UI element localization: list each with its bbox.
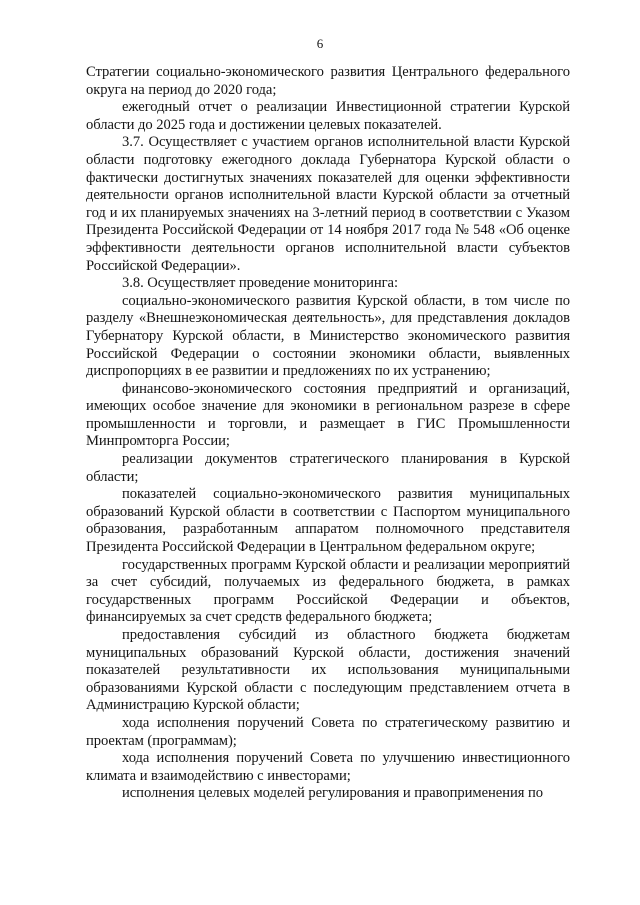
paragraph-3-8: 3.8. Осуществляет проведение мониторинга: [122,275,398,292]
paragraph-target-models: исполнения целевых моделей регулирования и правоприменения по [122,785,544,802]
paragraph-socio-economic: социально-экономического развития Курской области, в том числе по разделу «Внешнеэкономическая деятельность», для представления докладов Губернатору Курской области, в Министерство экономического развития Российской Федерации о состоянии экономики области, выявленных диспропорциях в ее развитии и предложениях по их устранению; [86,292,570,380]
paragraph-state-programs: государственных программ Курской области и реализации мероприятий за счет субсидий, получаемых из федерального бюджета, в рамках государственных программ Российской Федерации и объектов, финансируемых за счет средств федерального бюджета; [86,556,570,626]
paragraph-3-7: 3.7. Осуществляет с участием органов исполнительной власти Курской области подготовку ежегодного доклада Губернатора Курской области о фактически достигнутых значениях показателей для оценки эффективности деятельности органов исполнительной власти Курской области за отчетный год и их планируемых значениях на 3-летний период в соответствии с Указом Президента Российской Федерации от 14 ноября 2017 года № 548 «Об оценке эффективности деятельности органов исполнительной власти субъектов Российской Федерации». [86,134,570,274]
paragraph-strategic-council: хода исполнения поручений Совета по стратегическому развитию и проектам (программам); [86,714,570,749]
paragraph-strategic-docs: реализации документов стратегического планирования в Курской области; [86,451,570,485]
paragraph-strategy-cfo: Стратегии социально-экономического развития Центрального федерального округа на период до 2020 года; [86,64,570,98]
paragraph-subsidies: предоставления субсидий из областного бюджета бюджетам муниципальных образований Курской области, достижения значений показателей результативности их использования муниципальными образованиями Курской области с последующим представлением отчета в Администрацию Курской области; [86,627,570,714]
document-body [86,64,570,803]
page-number: 6 [316,36,324,51]
paragraph-financial-state: финансово-экономического состояния предприятий и организаций, имеющих особое значение для экономики в региональном разрезе в сфере промышленности и торговли, и размещает в ГИС Промышленности Минпромторга России; [86,380,570,450]
paragraph-investment-council: хода исполнения поручений Совета по улучшению инвестиционного климата и взаимодействию с инвесторами; [86,750,570,784]
paragraph-annual-report: ежегодный отчет о реализации Инвестиционной стратегии Курской области до 2025 года и достижении целевых показателей. [86,99,570,133]
paragraph-municipal-indicators: показателей социально-экономического развития муниципальных образований Курской области в соответствии с Паспортом муниципального образования, разработанным аппаратом полномочного представителя Президента Российской Федерации в Центральном федеральном округе; [86,486,570,556]
